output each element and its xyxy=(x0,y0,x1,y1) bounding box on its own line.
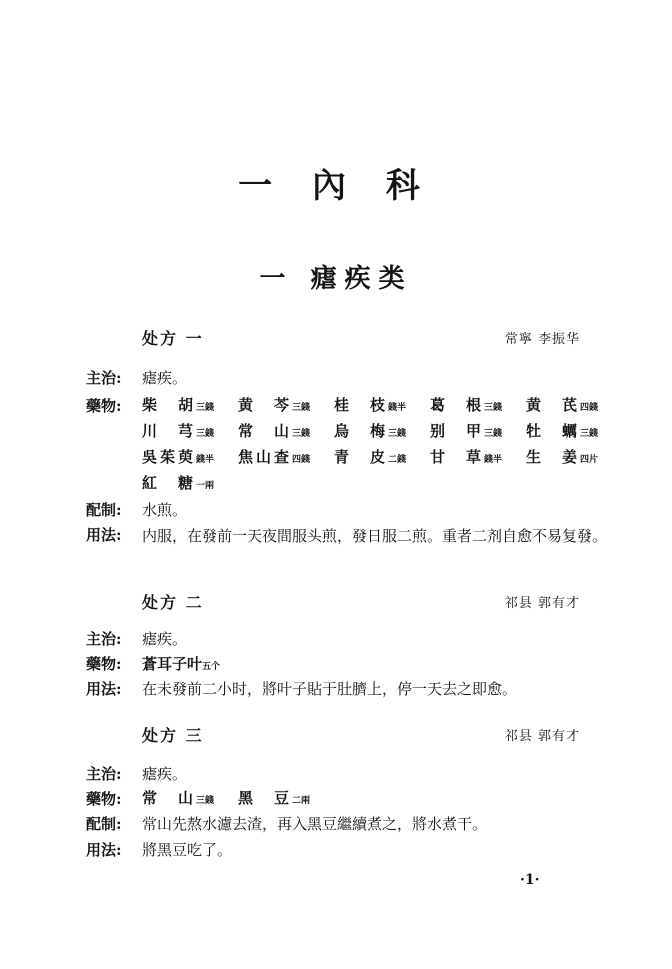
usage-key: 用法: xyxy=(86,680,122,698)
herb-item: 黄 芩三錢 xyxy=(238,396,311,414)
ingredients-key: 藥物: xyxy=(86,397,122,415)
indication-value: 瘧疾。 xyxy=(142,630,188,648)
herb-item: 牡 蠣三錢 xyxy=(526,422,599,440)
indication-value: 瘧疾。 xyxy=(142,369,188,387)
herb-item: 焦山查四錢 xyxy=(238,448,311,466)
preparation-value: 常山先熬水濾去渣，再入黑豆繼續煮之，將水煮干。 xyxy=(142,815,488,833)
herb-item: 生 姜四片 xyxy=(526,448,599,466)
preparation-key: 配制: xyxy=(86,501,122,519)
page-number: ·1· xyxy=(520,872,540,888)
preparation-value: 水煎。 xyxy=(142,501,188,519)
usage-value: 將黑豆吃了。 xyxy=(142,841,233,859)
usage-value: 在未發前二小时，將叶子貼于肚臍上，停一天去之即愈。 xyxy=(142,680,518,698)
herb-item: 别 甲三錢 xyxy=(430,422,503,440)
ingredients-value: 蒼耳子叶五个 xyxy=(142,655,221,673)
prescription-label: 处方 三 xyxy=(142,726,204,745)
herb-item: 吳茱萸錢半 xyxy=(142,448,215,466)
indication-value: 瘧疾。 xyxy=(142,765,188,783)
ingredients-key: 藥物: xyxy=(86,790,122,808)
usage-value: 内服，在發前一天夜間服头煎，發日服二煎。重者二剂自愈不易复發。 xyxy=(142,527,608,545)
herb-item: 烏 梅三錢 xyxy=(334,422,407,440)
prescription-label: 处方 二 xyxy=(142,593,204,612)
indication-key: 主治: xyxy=(86,369,122,387)
herb-item: 甘 草錢半 xyxy=(430,448,503,466)
herb-item: 川 芎三錢 xyxy=(142,422,215,440)
usage-key: 用法: xyxy=(86,526,122,544)
section-title: 一 瘧疾类 xyxy=(259,264,413,294)
herb-item: 常 山三錢 xyxy=(238,422,311,440)
prescription-3-header xyxy=(0,723,672,747)
herb-item: 紅 糖一兩 xyxy=(142,474,215,492)
ingredients-key: 藥物: xyxy=(86,655,122,673)
preparation-key: 配制: xyxy=(86,815,122,833)
prescription-source: 祁县 郭有才 xyxy=(504,729,580,744)
herb-item: 黄 芪四錢 xyxy=(526,396,599,414)
herb-item: 青 皮二錢 xyxy=(334,448,407,466)
prescription-label: 处方 一 xyxy=(142,329,204,348)
prescription-2-header xyxy=(0,590,672,614)
herb-item: 常 山三錢 xyxy=(142,789,215,807)
chapter-title: 一 內 科 xyxy=(238,166,434,206)
herb-item: 桂 枝錢半 xyxy=(334,396,407,414)
prescription-source: 祁县 郭有才 xyxy=(504,596,580,611)
herb-item: 黑 豆二兩 xyxy=(238,789,311,807)
indication-key: 主治: xyxy=(86,630,122,648)
herb-item: 葛 根三錢 xyxy=(430,396,503,414)
herb-item: 柴 胡三錢 xyxy=(142,396,215,414)
indication-key: 主治: xyxy=(86,765,122,783)
prescription-1-header xyxy=(0,326,672,350)
prescription-source: 常寧 李振华 xyxy=(504,332,580,347)
usage-key: 用法: xyxy=(86,841,122,859)
